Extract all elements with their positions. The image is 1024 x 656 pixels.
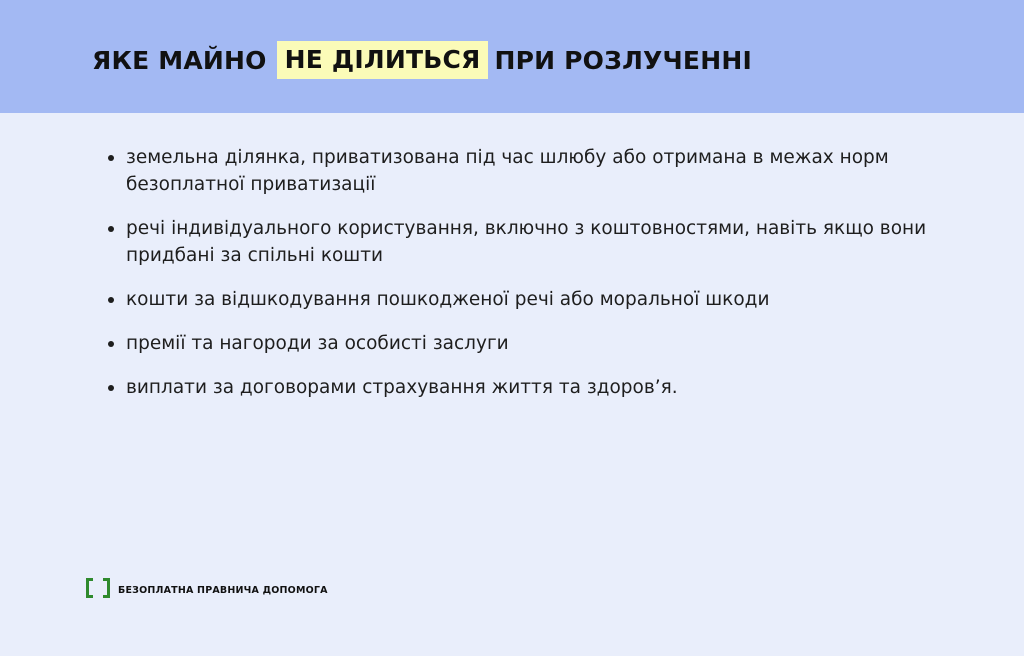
- footer-logo: [86, 578, 328, 602]
- bullet-list: [108, 144, 928, 401]
- list-item: [108, 144, 928, 198]
- list-item-text: премії та нагороди за особисті заслуги: [126, 333, 509, 354]
- list-item: [108, 330, 928, 357]
- bullet-icon: [108, 155, 114, 161]
- left-bracket-icon: [86, 578, 93, 598]
- title-text-before: ЯКЕ МАЙНО: [92, 45, 267, 75]
- list-item-text: речі індивідуального користування, включно з коштовностями, навіть якщо вони придбані за спільні кошти: [126, 218, 927, 266]
- bullet-icon: [108, 385, 114, 391]
- bullet-icon: [108, 226, 114, 232]
- bracket-logo-icon: [86, 578, 110, 602]
- right-bracket-icon: [103, 578, 110, 598]
- title-text-after: ПРИ РОЗЛУЧЕННІ: [494, 45, 752, 75]
- bullet-icon: [108, 341, 114, 347]
- list-item: [108, 215, 928, 269]
- content-area: [108, 144, 928, 418]
- org-name: БЕЗОПЛАТНА ПРАВНИЧА ДОПОМОГА: [118, 584, 328, 596]
- list-item-text: земельна ділянка, приватизована під час шлюбу або отримана в межах норм безоплатної приватизації: [126, 147, 889, 195]
- bullet-icon: [108, 297, 114, 303]
- list-item-text: виплати за договорами страхування життя та здоров’я.: [126, 377, 678, 398]
- title-highlight: НЕ ДІЛИТЬСЯ: [277, 41, 489, 79]
- list-item: [108, 286, 928, 313]
- list-item: [108, 374, 928, 401]
- page-title: [92, 38, 752, 82]
- header-banner: [0, 0, 1024, 113]
- list-item-text: кошти за відшкодування пошкодженої речі або моральної шкоди: [126, 289, 770, 310]
